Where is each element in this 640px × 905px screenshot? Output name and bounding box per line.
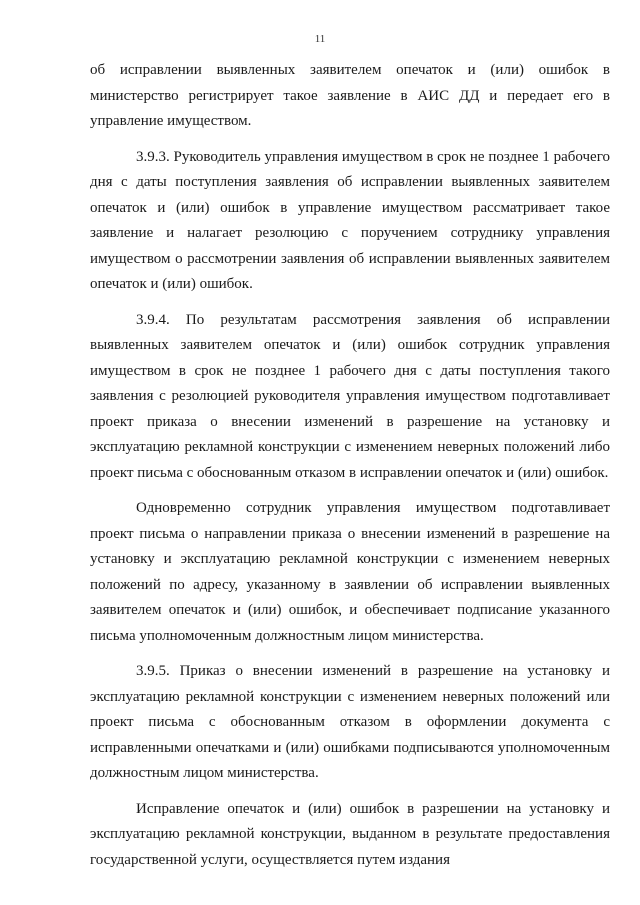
document-body xyxy=(90,58,610,873)
paragraph-continuation: об исправлении выявленных заявителем опечаток и (или) ошибок в министерство регистрирует такое заявление в АИС ДД и передает его в управление имуществом. xyxy=(90,62,610,129)
paragraph-3-9-4: 3.9.4. По результатам рассмотрения заявления об исправлении выявленных заявителем опечаток и (или) ошибок сотрудник управления имуществом в срок не позднее 1 рабочего дня с даты поступления такого заявления с резолюцией руководителя управления имуществом подготавливает проект приказа о внесении изменений в разрешение на установку и эксплуатацию рекламной конструкции с изменением неверных положений либо проект письма с обоснованным отказом в исправлении опечаток и (или) ошибок. xyxy=(90,311,610,481)
paragraph-3-9-5: 3.9.5. Приказ о внесении изменений в разрешение на установку и эксплуатацию рекламной конструкции с изменением неверных положений или проект письма с обоснованным отказом в оформлении документа с исправленными опечатками и (или) ошибками подписываются уполномоченным должностным лицом министерства. xyxy=(90,663,610,781)
paragraph-simultaneously: Одновременно сотрудник управления имуществом подготавливает проект письма о направлении приказа о внесении изменений в разрешение на установку и эксплуатацию рекламной конструкции с изменением неверных положений по адресу, указанному в заявлении об исправлении выявленных заявителем опечаток и (или) ошибок, и обеспечивает подписание указанного письма уполномоченным должностным лицом министерства. xyxy=(90,500,610,644)
paragraph-correction: Исправление опечаток и (или) ошибок в разрешении на установку и эксплуатацию рекламной конструкции, выданном в результате предоставления государственной услуги, осуществляется путем издания xyxy=(90,800,610,868)
page-number: 11 xyxy=(314,33,326,45)
paragraph-3-9-3: 3.9.3. Руководитель управления имуществом в срок не позднее 1 рабочего дня с даты поступления заявления об исправлении выявленных заявителем опечаток и (или) ошибок в управление имуществом рассматривает такое заявление и налагает резолюцию с поручением сотруднику управления имуществом о рассмотрении заявления об исправлении выявленных заявителем опечаток и (или) ошибок. xyxy=(90,148,610,292)
